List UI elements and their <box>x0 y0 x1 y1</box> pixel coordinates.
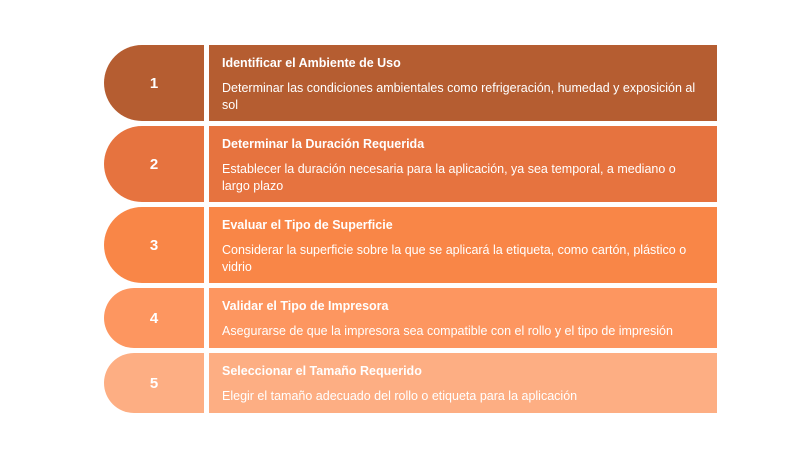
step-panel <box>209 207 717 283</box>
step-title: Validar el Tipo de Impresora <box>222 299 389 313</box>
step-panel <box>209 353 717 413</box>
step-title: Determinar la Duración Requerida <box>222 137 425 151</box>
step-1 <box>104 45 717 121</box>
step-number-badge: 4 <box>104 288 204 348</box>
step-number-badge: 1 <box>104 45 204 121</box>
step-description: Considerar la superficie sobre la que se aplicará la etiqueta, como cartón, plástico o vidrio <box>222 243 687 274</box>
step-number-badge: 5 <box>104 353 204 413</box>
step-description: Elegir el tamaño adecuado del rollo o etiqueta para la aplicación <box>222 389 578 403</box>
step-5 <box>104 353 717 413</box>
step-title: Evaluar el Tipo de Superficie <box>222 218 393 232</box>
step-description: Asegurarse de que la impresora sea compatible con el rollo y el tipo de impresión <box>222 324 673 338</box>
step-3 <box>104 207 717 283</box>
step-2 <box>104 126 717 202</box>
step-4 <box>104 288 717 348</box>
step-description: Determinar las condiciones ambientales como refrigeración, humedad y exposición al sol <box>222 81 696 112</box>
step-description: Establecer la duración necesaria para la aplicación, ya sea temporal, a mediano o largo plazo <box>222 162 676 193</box>
step-title: Seleccionar el Tamaño Requerido <box>222 364 422 378</box>
step-panel <box>209 45 717 121</box>
step-title: Identificar el Ambiente de Uso <box>222 56 401 70</box>
step-panel <box>209 288 717 348</box>
step-number-badge: 3 <box>104 207 204 283</box>
step-number-badge: 2 <box>104 126 204 202</box>
step-panel <box>209 126 717 202</box>
